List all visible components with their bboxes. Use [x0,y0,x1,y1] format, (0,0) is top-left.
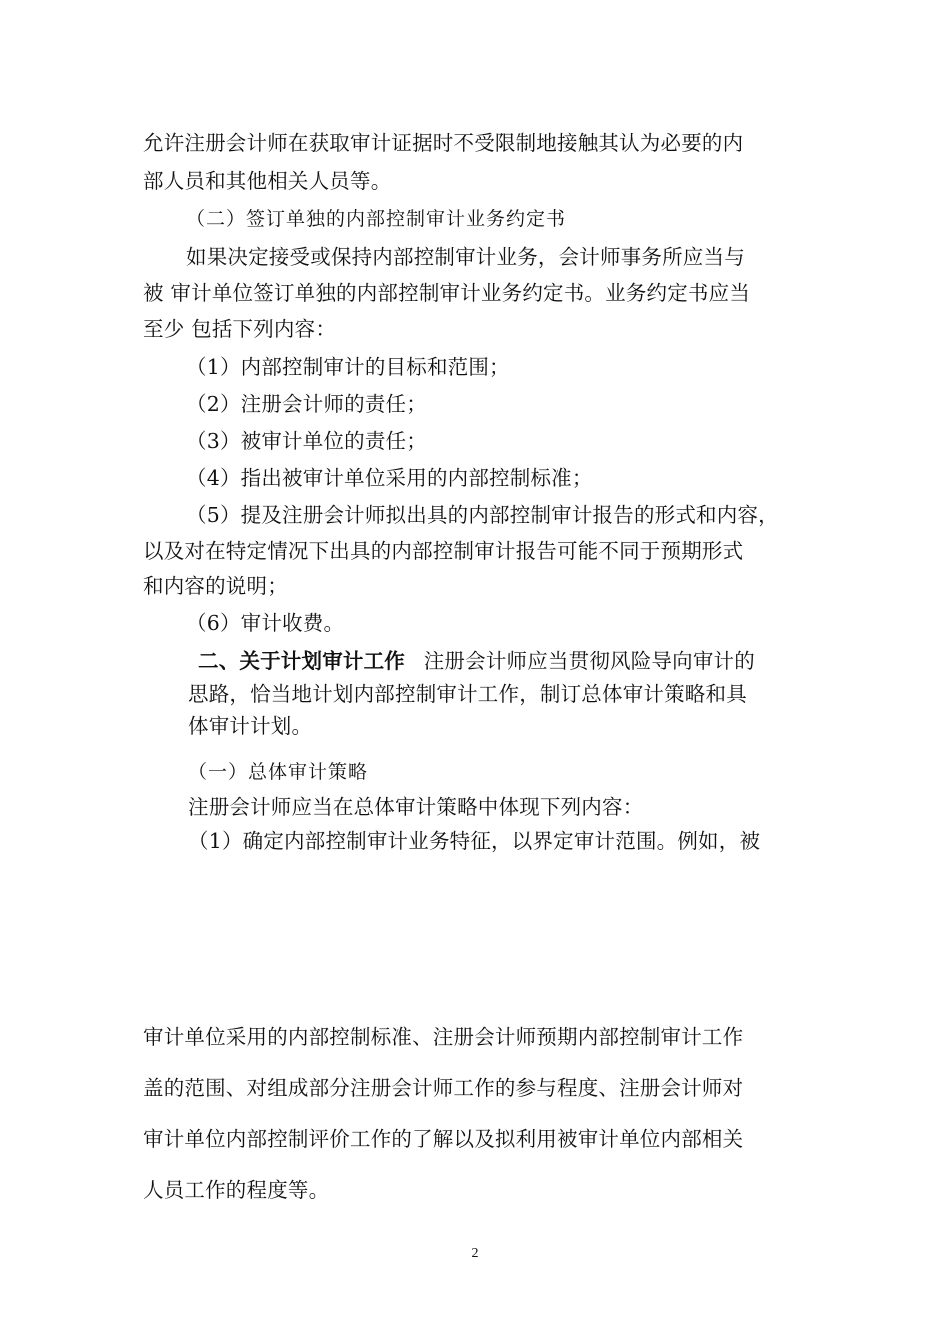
body-line: 以及对在特定情况下出具的内部控制审计报告可能不同于预期形式 [143,539,744,563]
list-item: （3）被审计单位的责任； [186,429,427,453]
body-line: 体审计计划。 [188,714,313,738]
body-line: 注册会计师应当在总体审计策略中体现下列内容： [188,795,644,819]
section-title-continuation: 注册会计师应当贯彻风险导向审计的 [423,649,755,673]
body-line: 如果决定接受或保持内部控制审计业务，会计师事务所应当与 [186,245,745,269]
list-item: （5）提及注册会计师拟出具的内部控制审计报告的形式和内容， [186,503,779,527]
body-line: 部人员和其他相关人员等。 [143,169,392,193]
list-item: （2）注册会计师的责任； [186,392,427,416]
list-item: （1）确定内部控制审计业务特征，以界定审计范围。例如，被 [188,829,761,853]
section-title: 二、关于计划审计工作 [198,649,405,673]
body-line: 人员工作的程度等。 [143,1178,330,1202]
list-item: （4）指出被审计单位采用的内部控制标准； [186,466,593,490]
body-line: 思路，恰当地计划内部控制审计工作，制订总体审计策略和具 [188,682,747,706]
body-line: 至少 包括下列内容： [143,317,337,341]
section-heading: （二）签订单独的内部控制审计业务约定书 [186,208,567,230]
body-line: 审计单位内部控制评价工作的了解以及拟利用被审计单位内部相关 [143,1127,744,1151]
body-line: 审计单位采用的内部控制标准、注册会计师预期内部控制审计工作 [143,1025,744,1049]
list-item: （1）内部控制审计的目标和范围； [186,355,510,379]
page-number: 2 [471,1246,479,1261]
body-line: 和内容的说明； [143,574,288,598]
body-line: 盖的范围、对组成部分注册会计师工作的参与程度、注册会计师对 [143,1076,744,1100]
body-line: 被 审计单位签订单独的内部控制审计业务约定书。业务约定书应当 [143,281,751,305]
list-item: （6）审计收费。 [186,611,345,635]
section-title-line [198,648,755,674]
section-heading: （一）总体审计策略 [188,761,369,783]
body-line: 允许注册会计师在获取审计证据时不受限制地接触其认为必要的内 [143,131,744,155]
